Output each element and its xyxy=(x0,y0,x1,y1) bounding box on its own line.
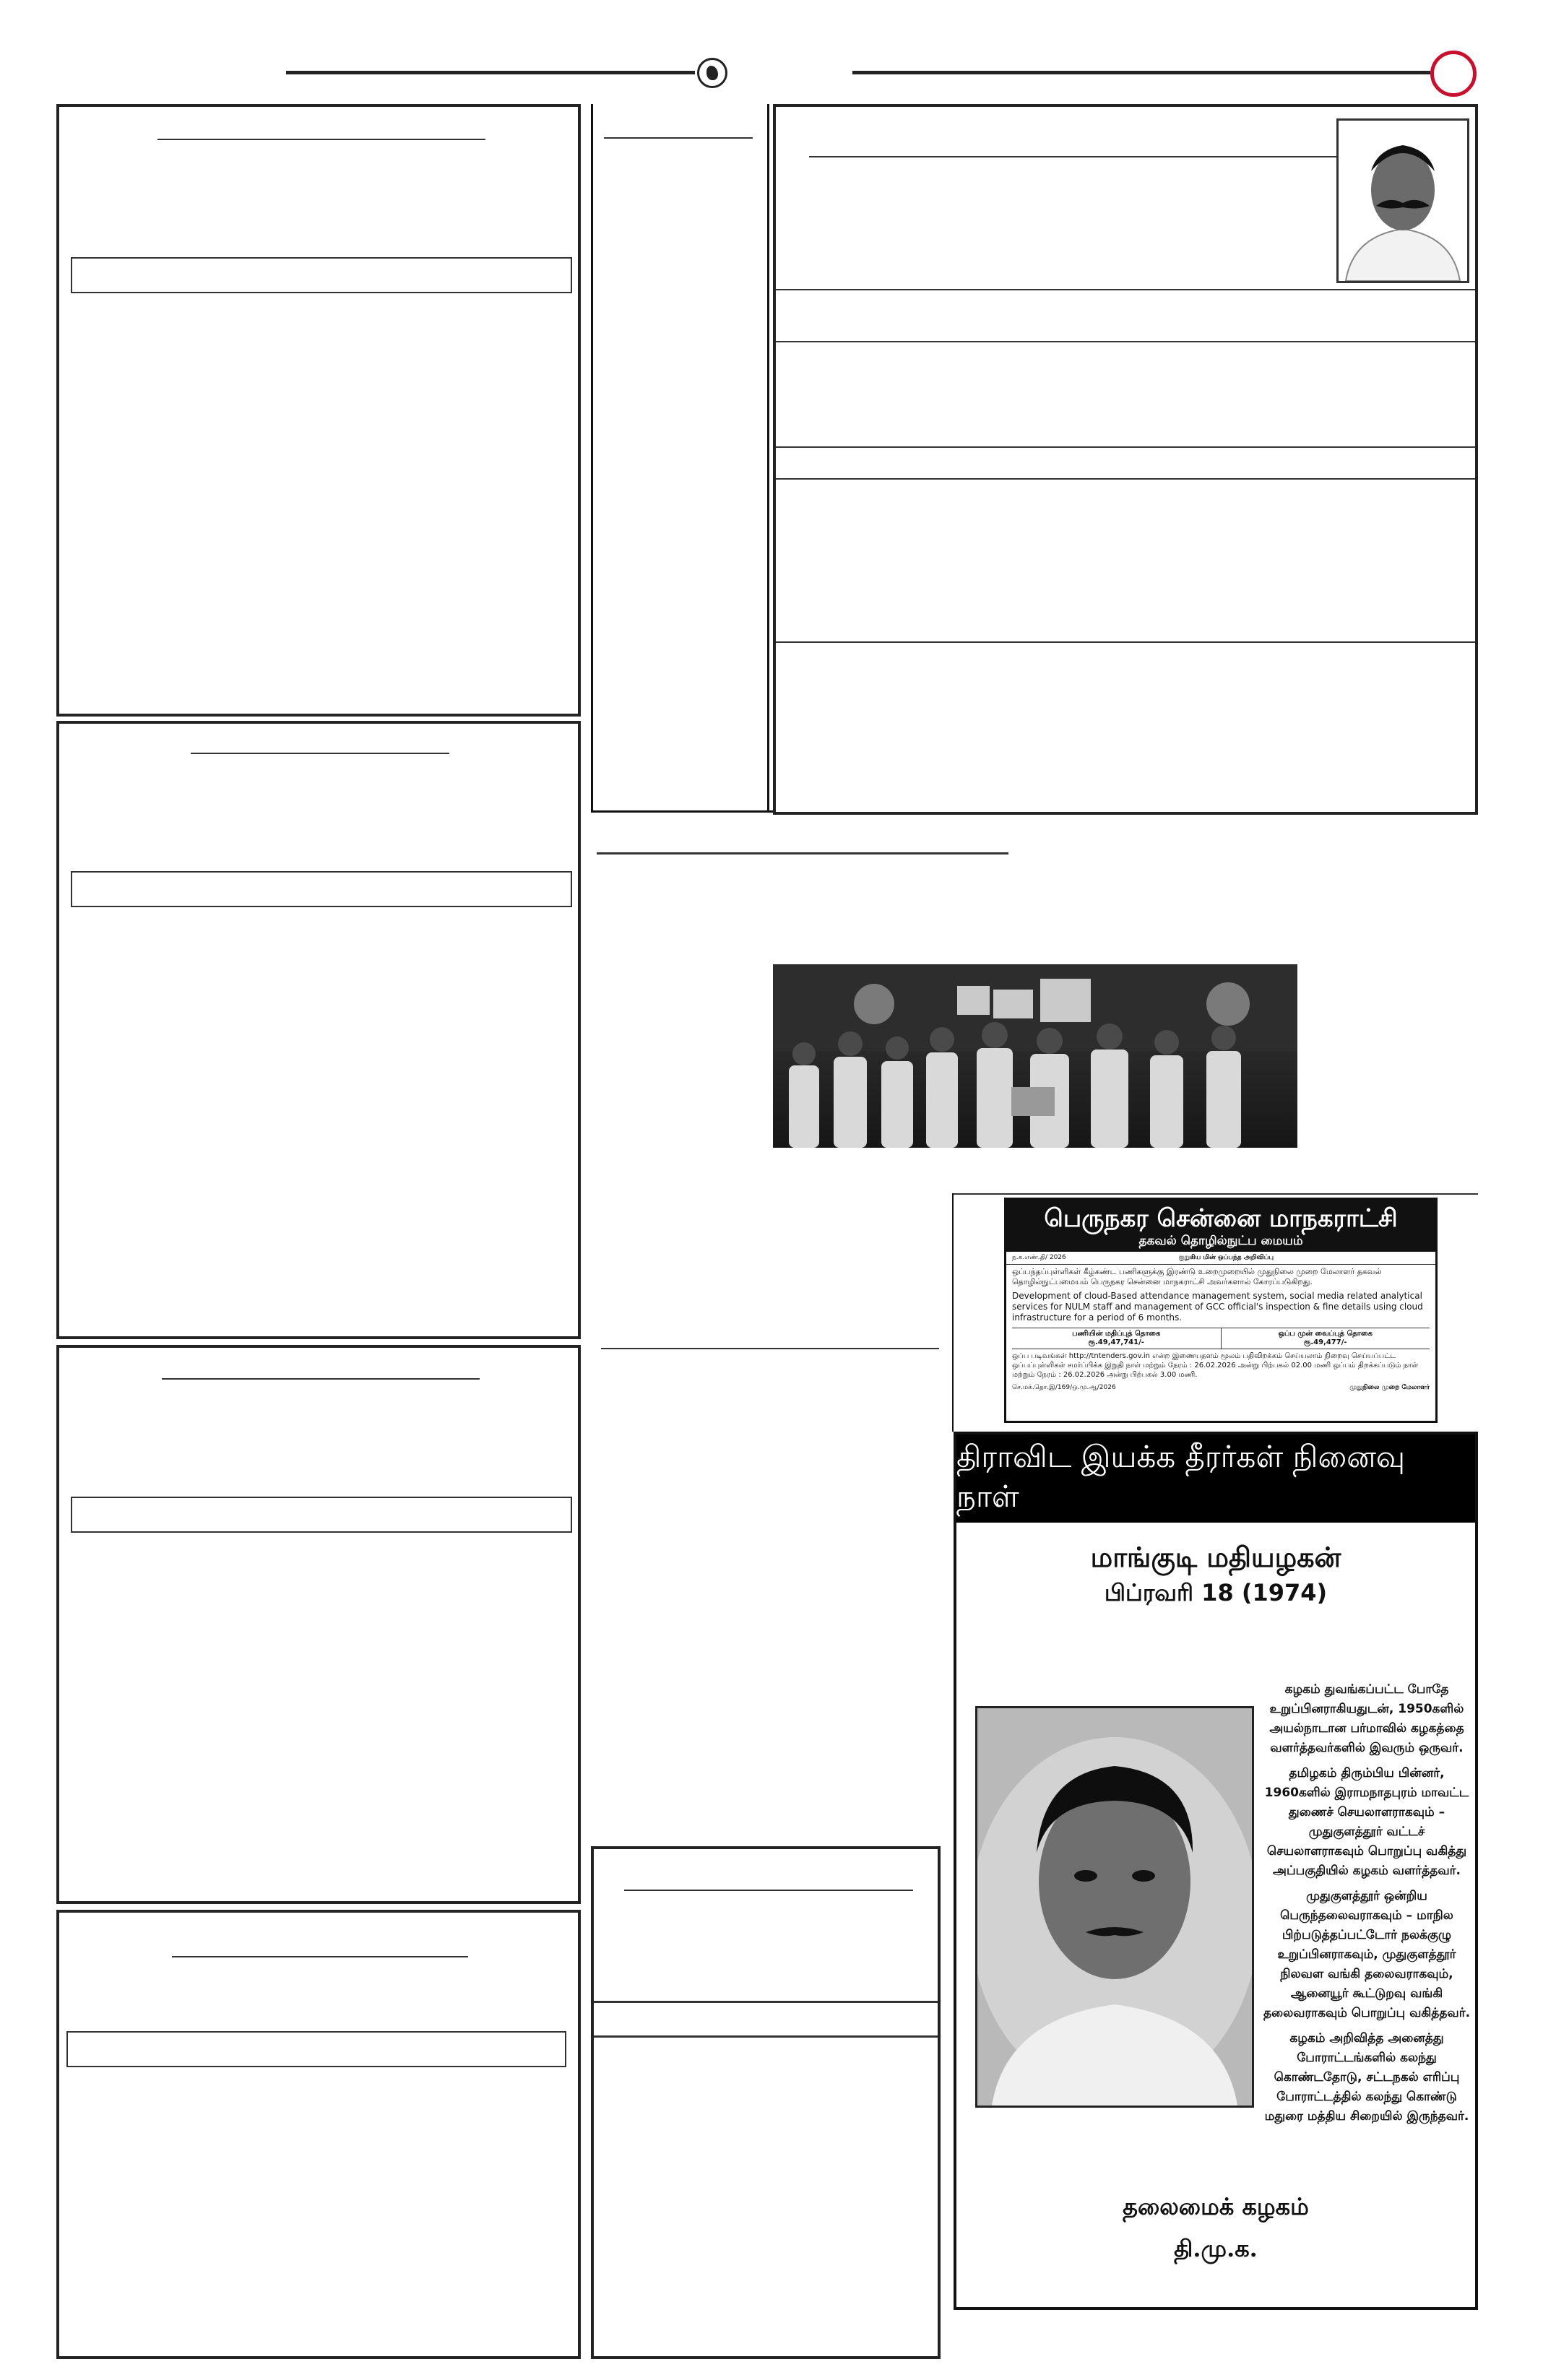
article-box-3 xyxy=(56,1345,581,1904)
column-divider xyxy=(952,1193,954,1432)
event-photo xyxy=(773,964,1297,1148)
header-rule-left xyxy=(286,71,695,74)
leader-portrait xyxy=(1336,118,1469,283)
article-box-4 xyxy=(56,1910,581,2359)
article-divider xyxy=(594,2035,938,2038)
tender-value-table xyxy=(1012,1328,1430,1349)
article-box-center-bottom xyxy=(591,1846,941,2359)
column-divider xyxy=(591,104,593,812)
tender-col-value: ரூ.49,477/- xyxy=(1303,1338,1347,1346)
subheading-bar xyxy=(66,2031,566,2067)
party-logo-icon xyxy=(697,58,727,88)
article-divider xyxy=(776,289,1475,290)
memorial-portrait-image xyxy=(977,1708,1252,2106)
column-headline-rule xyxy=(604,137,753,139)
article-divider xyxy=(776,446,1475,448)
tender-ref: ந.க.எண்.தி/ 2026 xyxy=(1012,1254,1066,1261)
tender-advertisement xyxy=(1004,1198,1438,1423)
tender-col-work-value xyxy=(1012,1328,1221,1349)
feature-headline-rule xyxy=(597,852,1008,854)
article-divider xyxy=(594,2001,938,2003)
center-headline-rule xyxy=(601,1348,939,1349)
portrait-figure-icon xyxy=(1339,121,1467,281)
tender-footer xyxy=(1006,1382,1435,1394)
tender-col-value: ரூ.49,47,741/- xyxy=(1088,1338,1144,1346)
memorial-portrait xyxy=(975,1706,1254,2108)
tender-foot-right: முதுநிலை முறை மேலாளர் xyxy=(1349,1384,1430,1391)
tender-col-label: பணியின் மதிப்புத் தொகை xyxy=(1072,1330,1161,1338)
headline-rule xyxy=(157,139,485,140)
article-box-1 xyxy=(56,104,581,717)
memorial-band-title: திராவிட இயக்க தீரர்கள் நினைவு நாள் xyxy=(956,1435,1475,1523)
tender-body-english: Development of cloud-Based attendance management system, social media related analytical services for NULM staff and management of GCC official's inspection & fine details using cloud infrastructure for a period of 6 months. xyxy=(1012,1291,1423,1323)
memorial-biography xyxy=(1260,1680,1474,2132)
headline-rule xyxy=(624,1890,913,1891)
subheading-bar xyxy=(71,1497,572,1533)
article-box-2 xyxy=(56,721,581,1339)
page-number-badge xyxy=(1430,51,1477,97)
memorial-paragraph: தமிழகம் திரும்பிய பின்னர், 1960களில் இராமநாதபுரம் மாவட்ட துணைச் செயலாளராகவும் – முதுகுளத்தூர் வட்டச் செயலாளராகவும் பொறுப்பு வகித்து அப்பகுதியில் கழகம் வளர்த்தவர். xyxy=(1264,1766,1469,1878)
headline-rule xyxy=(809,156,1368,157)
tender-header xyxy=(1006,1200,1435,1252)
right-column-top-rule xyxy=(952,1193,1478,1195)
memorial-paragraph: முதுகுளத்தூர் ஒன்றிய பெருந்தலைவராகவும் – மாநில பிற்படுத்தப்பட்டோர் நலக்குழு உறுப்பினராகவும், முதுகுளத்தூர் நிலவள வங்கி தலைவராகவும், ஆனையூர் கூட்டுறவு வங்கி தலைவராகவும் பொறுப்பு வகித்தவர். xyxy=(1263,1889,1471,2020)
tender-foot-left: செ.மக்.தொ.இ/169/ஒ.மு.ஆ/2026 xyxy=(1012,1384,1116,1391)
tender-notice-title: குறுகிய மின் ஒப்பந்த அறிவிப்பு xyxy=(1178,1254,1274,1261)
tender-col-label: ஒப்ப முன் வைப்புத் தொகை xyxy=(1278,1330,1373,1338)
memorial-date: பிப்ரவரி 18 (1974) xyxy=(1104,1579,1328,1606)
memorial-advertisement xyxy=(954,1432,1478,2310)
column-divider xyxy=(767,104,769,812)
article-divider xyxy=(776,641,1475,643)
subheading-bar xyxy=(71,871,572,907)
memorial-signature-line2: தி.மு.க. xyxy=(1174,2235,1258,2262)
header-rule-right xyxy=(852,71,1430,74)
tender-col-emd xyxy=(1221,1328,1430,1349)
memorial-paragraph: கழகம் அறிவித்த அனைத்து போராட்டங்களில் கலந்து கொண்டதோடு, சட்டநகல் எரிப்பு போராட்டத்தில் கலந்து கொண்டு மதுரை மத்திய சிறையில் இருந்தவர். xyxy=(1264,2031,1469,2124)
memorial-paragraph: கழகம் துவங்கப்பட்ட போதே உறுப்பினராகியதுடன், 1950களில் அயல்நாடான பர்மாவில் கழகத்தை வளர்த்தவர்களில் இவரும் ஒருவர். xyxy=(1269,1682,1464,1755)
tender-online-note: ஒப்ப படிவங்கள் http://tntenders.gov.in என்ற இணையதளம் மூலம் பதிவிறக்கம் செய்யலாம் நிறைவு செய்யப்பட்ட ஒப்பப்புள்ளிகள் சமர்ப்பிக்க இறுதி நாள் மற்றும் நேரம் : 26.02.2026 அன்று பிற்பகல் 02.00 மணி ஒப்பம் திறக்கப்படும் நாள் மற்றும் நேரம் : 26.02.2026 அன்று பிற்பகல் 3.00 மணி. xyxy=(1012,1352,1419,1379)
article-divider xyxy=(776,478,1475,480)
article-box-right xyxy=(773,104,1478,815)
headline-rule xyxy=(172,1956,468,1957)
award-ceremony-image xyxy=(773,964,1297,1148)
memorial-name: மாங்குடி மதியழகன் xyxy=(1090,1541,1341,1573)
tender-ref-row xyxy=(1006,1252,1435,1265)
tender-dept: தகவல் தொழில்நுட்ப மையம் xyxy=(1138,1234,1303,1248)
headline-rule xyxy=(162,1378,480,1380)
article-divider xyxy=(776,341,1475,342)
tender-body-tamil: ஒப்பந்தப்புள்ளிகள் கீழ்கண்ட பணிகளுக்கு இரண்டு உறைமுறையில் முதுநிலை முறை மேலாளர் தகவல் தொழில்நுட்பமையம் பெருநகர சென்னை மாநகராட்சி அவர்களால் கோரப்படுகிறது. xyxy=(1012,1267,1382,1286)
tender-org-title: பெருநகர சென்னை மாநகராட்சி xyxy=(1044,1204,1398,1233)
subheading-bar xyxy=(71,257,572,293)
memorial-signature-line1: தலைமைக் கழகம் xyxy=(1123,2193,1309,2220)
headline-rule xyxy=(191,753,449,754)
